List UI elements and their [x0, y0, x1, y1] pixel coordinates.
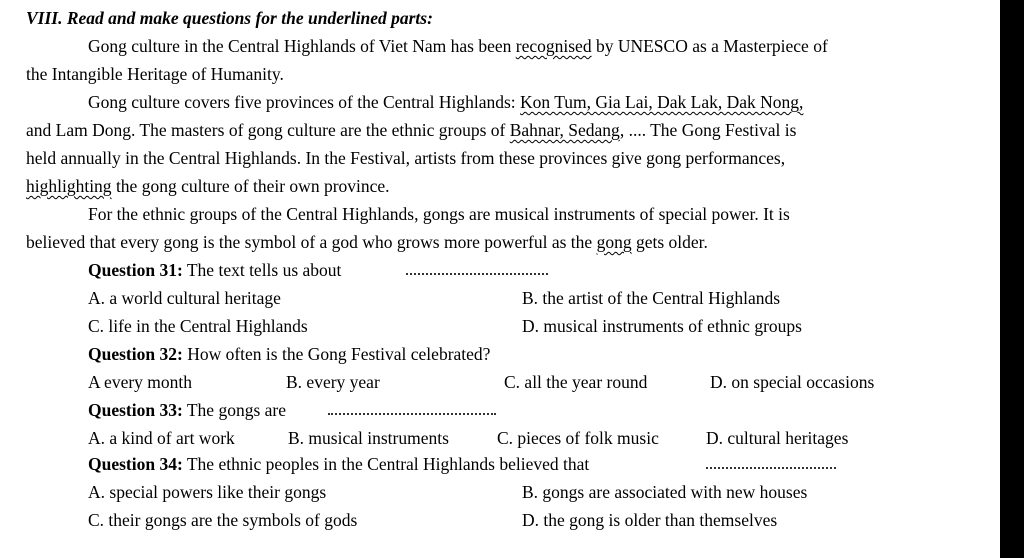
option-33-c[interactable]: C. pieces of folk music	[497, 428, 659, 448]
answer-blank-31[interactable]	[406, 272, 548, 275]
question-31: Question 31: The text tells us about	[88, 260, 342, 280]
question-32: Question 32: How often is the Gong Festival celebrated?	[88, 344, 491, 364]
option-31-a[interactable]: A. a world cultural heritage	[88, 288, 281, 308]
option-33-d[interactable]: D. cultural heritages	[706, 428, 849, 448]
underlined-part-recognised: recognised	[515, 36, 592, 56]
underlined-part-highlighting: highlighting	[26, 176, 112, 196]
option-31-c[interactable]: C. life in the Central Highlands	[88, 316, 308, 336]
option-32-c[interactable]: C. all the year round	[504, 372, 648, 392]
option-34-b[interactable]: B. gongs are associated with new houses	[522, 482, 808, 502]
question-33: Question 33: The gongs are	[88, 400, 287, 420]
passage-line-8: believed that every gong is the symbol of a god who grows more powerful as the gong gets older.	[26, 232, 708, 252]
passage-line-5: held annually in the Central Highlands. In the Festival, artists from these provinces give gong performances,	[26, 148, 786, 168]
option-34-a[interactable]: A. special powers like their gongs	[88, 482, 327, 502]
option-34-c[interactable]: C. their gongs are the symbols of gods	[88, 510, 358, 530]
answer-blank-33[interactable]	[328, 412, 496, 415]
passage-line-4: and Lam Dong. The masters of gong culture are the ethnic groups of Bahnar, Sedang, .... The Gong Festival is	[26, 120, 797, 140]
option-32-a[interactable]: A every month	[88, 372, 193, 392]
passage-line-6: highlighting the gong culture of their own province.	[26, 176, 390, 196]
option-32-b[interactable]: B. every year	[286, 372, 380, 392]
underlined-part-ethnic-groups: Bahnar, Sedang	[509, 120, 620, 140]
passage-line-3: Gong culture covers five provinces of the Central Highlands: Kon Tum, Gia Lai, Dak Lak, Dak Nong,	[88, 92, 804, 112]
option-34-d[interactable]: D. the gong is older than themselves	[522, 510, 778, 530]
section-heading: VIII. Read and make questions for the underlined parts:	[26, 8, 433, 28]
option-31-b[interactable]: B. the artist of the Central Highlands	[522, 288, 781, 308]
passage-line-7: For the ethnic groups of the Central Highlands, gongs are musical instruments of special power. It is	[88, 204, 790, 224]
underlined-part-provinces: Kon Tum, Gia Lai, Dak Lak, Dak Nong,	[520, 92, 804, 112]
passage-line-1: Gong culture in the Central Highlands of Viet Nam has been recognised by UNESCO as a Masterpiece of	[88, 36, 828, 56]
option-32-d[interactable]: D. on special occasions	[710, 372, 875, 392]
underlined-part-gong: gong	[596, 232, 632, 252]
question-34: Question 34: The ethnic peoples in the Central Highlands believed that	[88, 454, 590, 474]
option-31-d[interactable]: D. musical instruments of ethnic groups	[522, 316, 802, 336]
option-33-a[interactable]: A. a kind of art work	[88, 428, 235, 448]
answer-blank-34[interactable]	[706, 466, 836, 469]
option-33-b[interactable]: B. musical instruments	[288, 428, 449, 448]
passage-line-2: the Intangible Heritage of Humanity.	[26, 64, 284, 84]
